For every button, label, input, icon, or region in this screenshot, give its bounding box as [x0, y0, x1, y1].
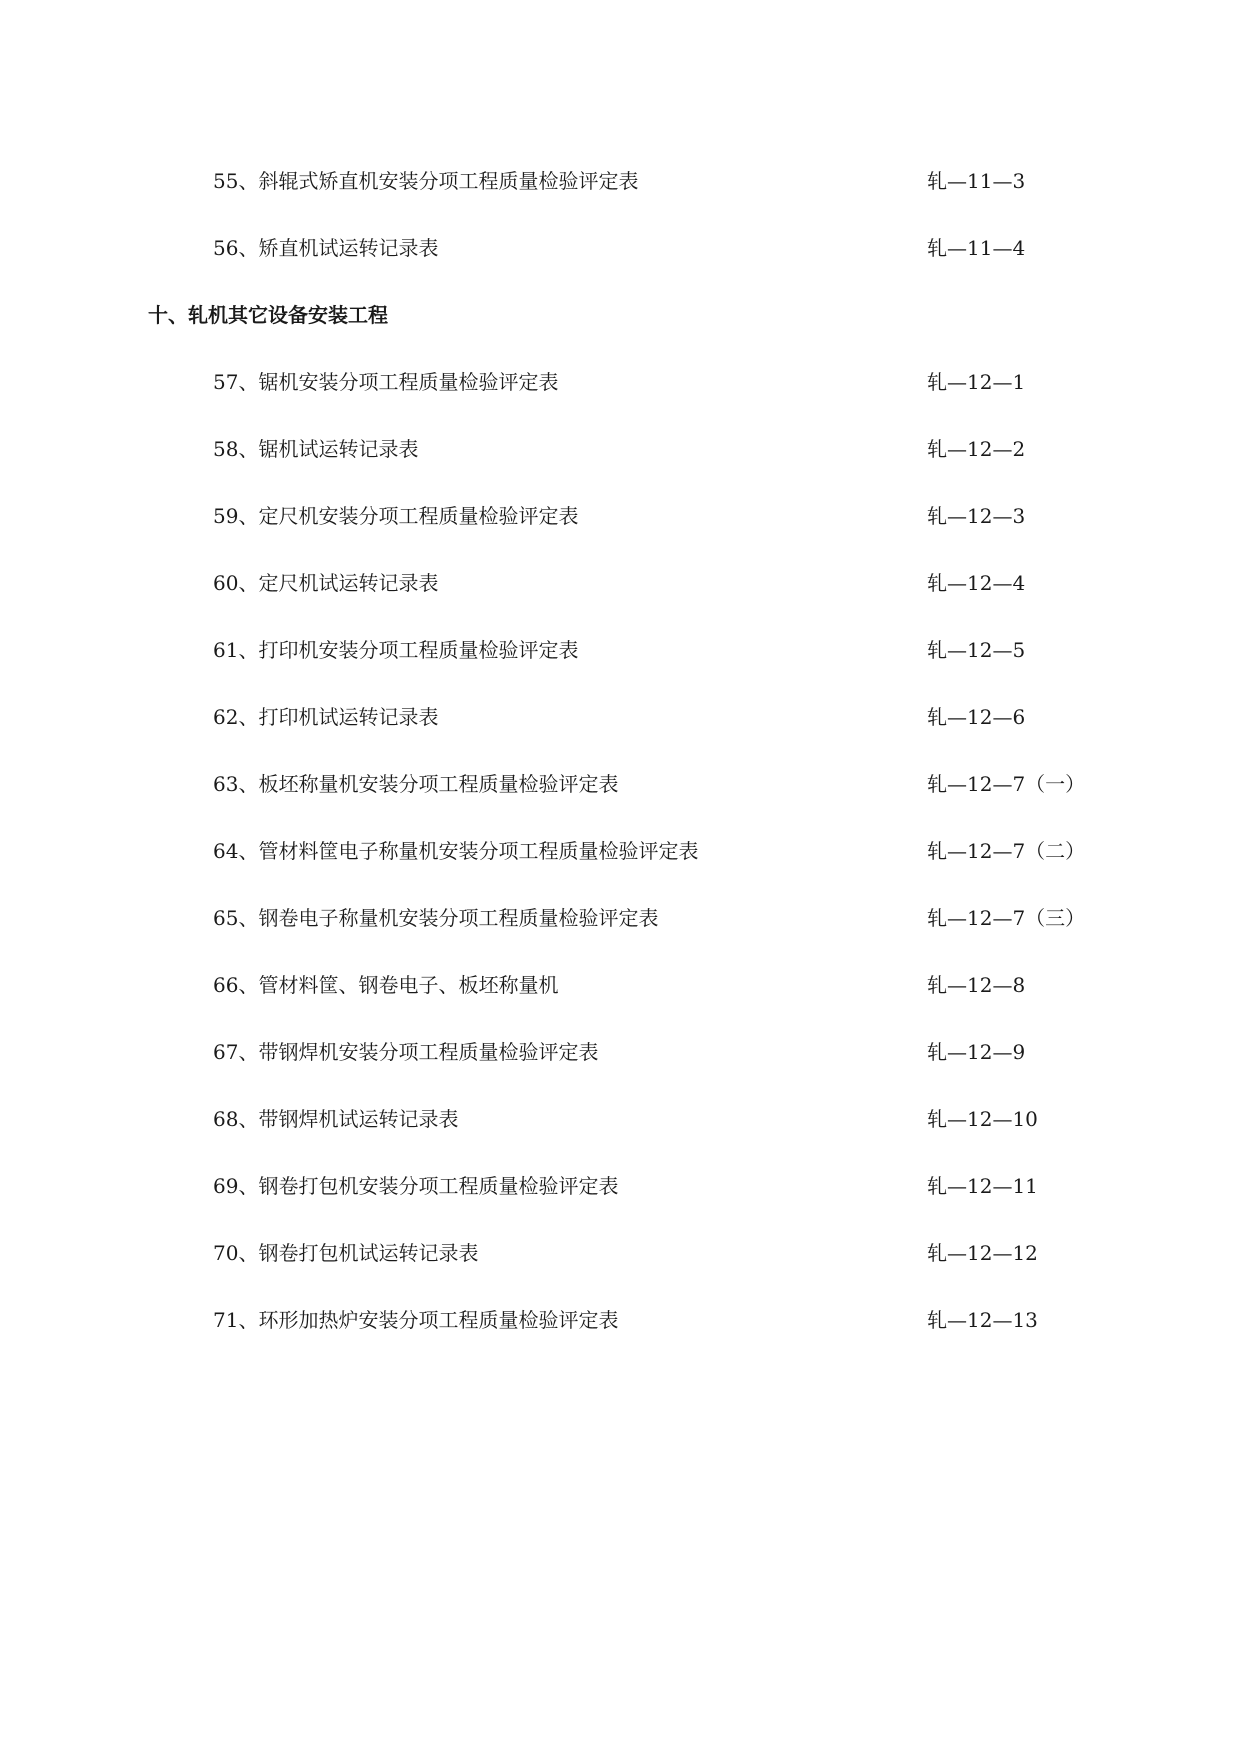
list-item: [0, 898, 1241, 938]
item-code: 轧—12—2: [927, 437, 1026, 461]
item-title: 63、板坯称量机安装分项工程质量检验评定表: [213, 772, 619, 796]
item-code: 轧—12—9: [927, 1040, 1026, 1064]
item-title: 60、定尺机试运转记录表: [213, 571, 439, 595]
list-item: [0, 429, 1241, 469]
item-title: 59、定尺机安装分项工程质量检验评定表: [213, 504, 579, 528]
item-code: 轧—12—10: [927, 1107, 1038, 1131]
item-code: 轧—12—11: [927, 1174, 1038, 1198]
item-code: 轧—12—6: [927, 705, 1026, 729]
item-title: 70、钢卷打包机试运转记录表: [213, 1241, 479, 1265]
item-code: 轧—12—4: [927, 571, 1026, 595]
item-title: 58、锯机试运转记录表: [213, 437, 419, 461]
list-item: [0, 1166, 1241, 1206]
item-title: 61、打印机安装分项工程质量检验评定表: [213, 638, 579, 662]
item-title: 67、带钢焊机安装分项工程质量检验评定表: [213, 1040, 599, 1064]
item-title: 57、锯机安装分项工程质量检验评定表: [213, 370, 559, 394]
list-item: [0, 1032, 1241, 1072]
item-code: 轧—12—3: [927, 504, 1026, 528]
item-title: 64、管材料筐电子称量机安装分项工程质量检验评定表: [213, 839, 699, 863]
item-code: 轧—12—7（三）: [927, 906, 1086, 930]
item-code: 轧—12—5: [927, 638, 1026, 662]
item-code: 轧—12—1: [927, 370, 1026, 394]
item-code: 轧—12—8: [927, 973, 1026, 997]
item-code: 轧—11—4: [927, 236, 1026, 260]
item-title: 62、打印机试运转记录表: [213, 705, 439, 729]
list-item: [0, 1099, 1241, 1139]
item-title: 66、管材料筐、钢卷电子、板坯称量机: [213, 973, 559, 997]
list-item: [0, 831, 1241, 871]
item-title: 55、斜辊式矫直机安装分项工程质量检验评定表: [213, 169, 639, 193]
item-title: 69、钢卷打包机安装分项工程质量检验评定表: [213, 1174, 619, 1198]
list-item: [0, 228, 1241, 268]
list-item: [0, 496, 1241, 536]
item-code: 轧—12—7（一）: [927, 772, 1086, 796]
list-item: [0, 630, 1241, 670]
item-code: 轧—12—7（二）: [927, 839, 1086, 863]
list-item: [0, 563, 1241, 603]
list-item: [0, 764, 1241, 804]
section-heading: 十、轧机其它设备安装工程: [148, 303, 388, 327]
item-title: 68、带钢焊机试运转记录表: [213, 1107, 459, 1131]
list-item: [0, 1300, 1241, 1340]
item-title: 56、矫直机试运转记录表: [213, 236, 439, 260]
item-title: 65、钢卷电子称量机安装分项工程质量检验评定表: [213, 906, 659, 930]
item-code: 轧—11—3: [927, 169, 1026, 193]
item-code: 轧—12—12: [927, 1241, 1038, 1265]
item-code: 轧—12—13: [927, 1308, 1038, 1332]
list-item: [0, 697, 1241, 737]
list-item: [0, 1233, 1241, 1273]
item-title: 71、环形加热炉安装分项工程质量检验评定表: [213, 1308, 619, 1332]
list-item: [0, 965, 1241, 1005]
list-item: [0, 362, 1241, 402]
list-item: [0, 161, 1241, 201]
